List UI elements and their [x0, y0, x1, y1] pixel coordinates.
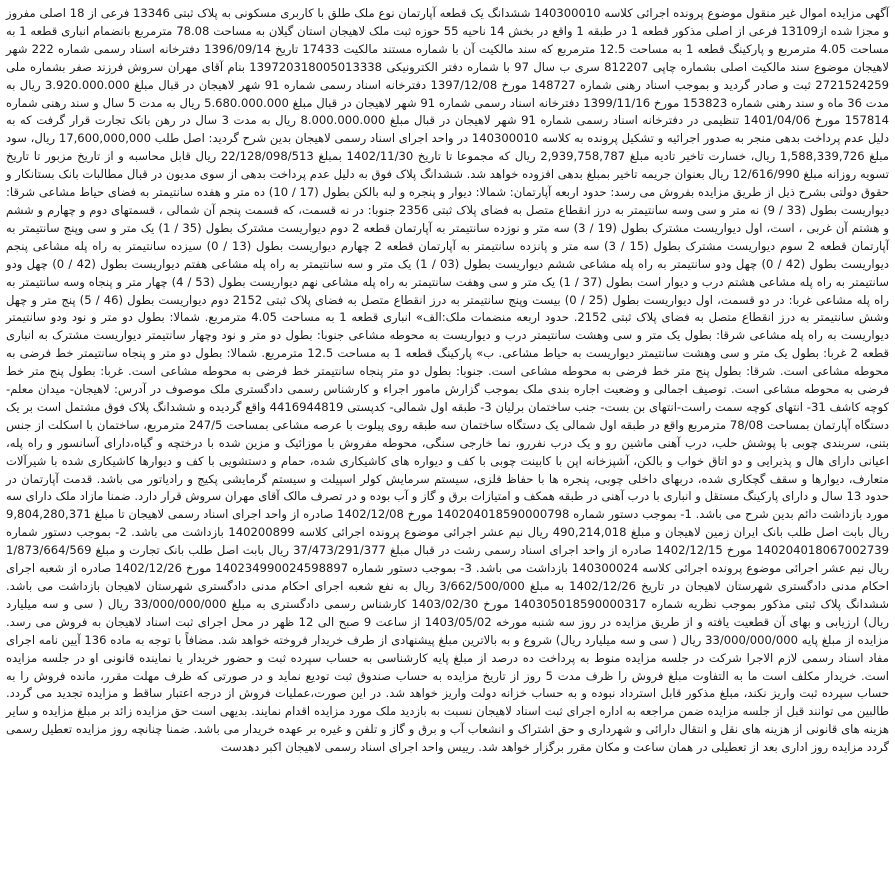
- auction-notice-text: آگهی مزایده اموال غیر منقول موضوع پرونده اجرائی کلاسه 140300010 ششدانگ یک قطعه آپارتمان نوع ملک طلق با کاربری مسکونی به پلاک ثبتی 13346 فرعی از 18 اصلی مفروز و مجزا شده از13109 فرعی از اصلی مذکور قطعه 1 در طبقه 1 واقع در بخش 14 ناحیه 55 حوزه ثبت ملک لاهیجان استان گیلان به مساحت 78.08 مترمربع بانضمام انباری قطعه 1 به مساحت 4.05 مترمربع و پارکینگ قطعه 1 به مساحت 12.5 مترمربع که سند مالکیت آن با شماره مستند مالکیت 17433 تاریخ 1396/09/14 دفترخانه اسناد رسمی شماره 222 شهر لاهیجان موضوع سند مالکیت اصلی بشماره چاپی 812207 سری ب سال 97 با شماره دفتر الکترونیکی 139720318005013338 بنام آقای مهران سروش فرزند صفر بشماره ملی 2721524259 ثبت و صادر گردید و بموجب اسناد رهنی شماره 148727 مورخ 1397/12/08 دفترخانه اسناد رسمی شماره 91 شهر لاهیجان در قبال مبلغ 3.920.000.000 ریال به مدت 36 ماه و سند رهنی شماره 153823 مورخ 1399/11/16 دفترخانه اسناد رسمی شماره 91 شهر لاهیجان در قبال مبلغ 5.680.000.000 ریال به مدت 5 سال و سند رهنی شماره 157814 مورخ 1401/04/06 تنظیمی در دفترخانه اسناد رسمی شماره 91 شهر لاهیجان در قبال مبلغ 8.000.000.000 ریال به مدت 3 سال در رهن بانک تجارت قرار گرفت که به دلیل عدم پرداخت بدهی منجر به صدور اجرائیه و تشکیل پرونده به کلاسه 140300010 در واحد اجرای اسناد رسمی لاهیجان بدین شرح گردید: اصل طلب 17,600,000,000 ریال، سود مبلغ 1,588,339,726 ریال، خسارت تاخیر تادیه مبلغ 2,939,758,787 ریال که مجموعا تا تاریخ 1402/11/30 بمبلغ 22/128/098/513 ریال قابل محاسبه و از تاریخ مزبور تا تاریخ تسویه روزانه مبلغ 12/616/990 ریال بعنوان جریمه تاخیر بمبلغ بدهی افزوده خواهد شد. ششدانگ پلاک فوق به دلیل عدم پرداخت بدهی از سوی مدیون در قبال مطالبات بانک بستانکار و حقوق دولتی بشرح ذیل از طریق مزایده بفروش می رسد: حدود اربعه آپارتمان: شمالا: دیوار و پنجره و لبه بالکن بطول (17 / 10) ده متر و هفده سانتیمتر به فضای حیاط مشاعی شرقا: دیواریست بطول (33 / 9) نه متر و سی وسه سانتیمتر به درز انقطاع متصل به فضای پلاک ثبتی 2356 جنوبا: در نه قسمت، که قسمت پنجم آن شمالی ، قسمتهای دوم و چهارم و ششم و هشتم آن غربی ، است، اول دیواریست مشترک بطول (19 / 3) سه متر و نوزده سانتیمتر به آپارتمان قطعه 2 دوم دیواریست مشترک بطول (35 / 1) یک متر و سی وپنج سانتیمتر به آپارتمان قطعه 2 سوم دیواریست مشترک بطول (15 / 3) سه متر و پانزده سانتیمتر به آپارتمان قطعه 2 چهارم دیواریست بطول (13 / 0) سیزده سانتیمتر به راه پله مشاعی پنجم دیواریست بطول (42 / 0) چهل ودو سانتیمتر به راه پله مشاعی ششم دیواریست بطول (03 / 1) یک متر و سه سانتیمتر به راه پله مشاعی هفتم دیواریست بطول (42 / 0) چهل ودو سانتیمتر به راه پله مشاعی هشتم درب و دیوار است بطول (37 / 1) یک متر و سی وهفت سانتیمتر به راه پله مشاعی نهم دیواریست بطول (53 / 4) چهار متر و پنجاه وسه سانتیمتر به راه پله مشاعی غربا: در دو قسمت، اول دیواریست بطول (25 / 0) بیست وپنج سانتیمتر به درز انقطاع متصل به فضای پلاک ثبتی 2152 دوم دیواریست بطول (46 / 5) پنج متر و چهل وشش سانتیمتر به درز انقطاع متصل به فضای پلاک ثبتی 2152. حدود اربعه منضمات ملک:الف» انباری قطعه 1 به مساحت 4.05 مترمربع. شمالا: بطول دو متر و نود ودو سانتیمتر دیواریست به راه پله مشاعی شرقا: بطول یک متر و سی وهشت سانتیمتر درب و دیواریست به محوطه مشاعی جنوبا: بطول دو متر و نود وچهار سانتیمتر دیواریست مشترک به انباری قطعه 2 غربا: بطول یک متر و سی وهشت سانتیمتر دیواریست به حیاط مشاعی. ب» پارکینگ قطعه 1 به مساحت 12.5 مترمربع. شمالا: بطول دو متر و پنجاه سانتیمتر خط فرضی به محوطه مشاعی است. شرقا: بطول پنج متر خط فرضی به محوطه مشاعی است. جنوبا: بطول دو متر پنجاه سانتیمتر خط فرضی به محوطه مشاعی است. غربا: بطول پنج متر خط فرضی به محوطه مشاعی است. توصیف اجمالی و وضعیت اجاره بندی ملک بموجب گزارش مامور اجراء و کارشناس رسمی دادگستری ملک موصوف در آدرس: لاهیجان- میدان معلم- کوچه کاشف 31- انتهای کوچه سمت راست-انتهای بن بست- جنب ساختمان برلیان 3- طبقه اول شمالی- کدپستی 4416944819 واقع گردیده و ششدانگ پلاک فوق مشتمل است بر یک دستگاه آپارتمان بمساحت 78/08 مترمربع واقع در طبقه اول شمالی یک دستگاه ساختمان سه طبقه روی پیلوت با عرصه مشاعی بمساحت 247/5 مترمربع، ساختمان با اسکلت از جنس بتنی، سربندی چوبی با پوشش حلب، درب آهنی ماشین رو و یک درب نفررو، نما خارجی سنگی، محوطه مفروش با موزائیک و مزین شده با درختچه و گیاه،دارای آسانسور و راه پله، اعیانی دارای هال و پذیرایی و دو اتاق خواب و بالکن، آشپزخانه اپن با کابینت چوبی با کف و دیواره های کاشیکاری شده، حمام و دستشویی با کف و دیوارها کاشیکاری شده با شیرآلات متعارف، دیوارها و سقف گچکاری شده، دربهای داخلی چوبی، پنجره ها با حفاظ فلزی، سیستم سرمایش کولر اسپیلت و سیستم گرمایشی پکیج و رادیاتور می باشد. قدمت آپارتمان در حدود 13 سال و دارای پارکینگ مستقل و انباری با درب آهنی در طبقه همکف و امتیازات برق و گاز و آب بوده و در تصرف مالک آقای مهران سروش قرار دارد. ضمنا مازاد ملک دارای سه مورد بازداشت دائم بدین شرح می باشد. 1- بموجب دستور شماره 140204018590000798 مورخ 1402/12/08 صادره از واحد اجرای اسناد رسمی لاهیجان تا مبلغ 9,804,280,371 ریال بابت اصل طلب بانک ایران زمین لاهیجان و مبلغ 490,214,018 ریال نیم عشر اجرائی موضوع پرونده اجرائی کلاسه 140200899 بازداشت می باشد. 2- بموجب دستور شماره 140204018067002739 مورخ 1402/12/15 صادره از واحد اجرای اسناد رسمی رشت در قبال مبلغ 37/473/291/377 ریال بابت اصل طلب بانک تجارت و مبلغ 1/873/664/569 ریال نیم عشر اجرائی موضوع پرونده اجرائی کلاسه 140300024 بازداشت می باشد. 3- بموجب دستور شماره 140234990024598897 مورخ 1402/12/26 صادره از شعبه اجرای احکام مدنی دادگستری شهرستان لاهیجان در تاریخ 1402/12/26 به مبلغ 3/662/500/000 ریال به نفع شعبه اجرای احکام مدنی دادگستری شهرستان لاهیجان بازداشت می باشد. ششدانگ پلاک ثبتی مذکور بموجب نظریه شماره 140305018590000317 مورخ 1403/02/30 کارشناس رسمی دادگستری به مبلغ 33/000/000/000 ریال ( سی و سه میلیارد ریال) ارزیابی و بهای آن قطعیت یافته و از طریق مزایده در روز سه شنبه مورخه 1403/05/02 از ساعت 9 صبح الی 12 ظهر در محل اجرای ثبت اسناد لاهیجان به فروش می رسد. مزایده از مبلغ پایه 33/000/000/000 ریال ( سی و سه میلیارد ریال) شروع و به بالاترین مبلغ پیشنهادی از طرف خریدار فروخته خواهد شد. مضافاً با توجه به ماده 136 آیین نامه اجرای مفاد اسناد رسمی لازم الاجرا شرکت در جلسه مزایده منوط به پرداخت ده درصد از مبلغ پایه کارشناسی به حساب سپرده ثبت و حضور خریدار یا نماینده قانونی او در جلسه مزایده است. خریدار مکلف است ما به التفاوت مبلغ فروش را ظرف مدت 5 روز از تاریخ مزایده به حساب صندوق ثبت تودیع نماید و در صورتی که ظرف مهلت مقرر، مانده فروش را به حساب سپرده ثبت واریز نکند، مبلغ مذکور قابل استرداد نبوده و به حساب خزانه دولت واریز خواهد شد. در این صورت،عملیات فروش از درجه اعتبار ساقط و مزایده تجدید می گردد. طالبین می توانند قبل از جلسه مزایده ضمن مراجعه به اداره اجرای ثبت اسناد لاهیجان نسبت به بازدید ملک مورد مزایده اقدام نمایند. بدیهی است حق مزایده زائد بر مبلغ مزایده و سایر هزینه های قانونی از هزینه های نقل و انتقال دارائی و شهرداری و حق اشتراک و انشعاب آب و برق و گاز و تلفن و غیره بر عهده خریدار می باشد. ضمنا چنانچه روز مزایده تعطیل رسمی گردد مزایده روز اداری بعد از تعطیلی در همان ساعت و مکان مقرر برگزار خواهد شد. رییس واحد اجرای اسناد رسمی لاهیجان اکبر دهدست: [6, 6, 890, 755]
